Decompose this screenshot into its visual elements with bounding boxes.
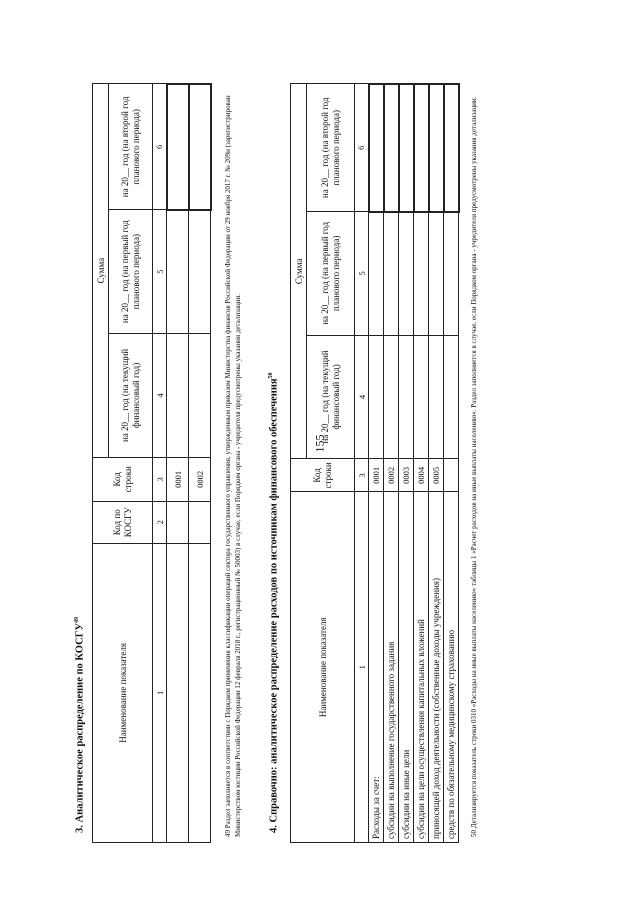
s4-cell-code: 0002	[384, 459, 399, 492]
s4-cell-code	[444, 459, 459, 492]
s4-cell-value	[399, 212, 414, 336]
section4-title: 4. Справочно: аналитическое распределение расходов по источникам финансового обеспечения$^{50}$	[268, 372, 280, 833]
section3-table	[92, 83, 212, 843]
footnote-50: 50 Детализируется показатель строки 0310 «Расходы на иные выплаты населению» таблицы 1 «Расчет расходов на иные выплаты населению». Раздел заполняется в случае, если Порядком органа - учредителя предусмотрены указания детализации.	[470, 96, 478, 837]
s4-cell-code: 0003	[399, 459, 414, 492]
s4-cell-value	[414, 212, 429, 336]
s3-header-name: Наименование показателя	[93, 543, 153, 842]
s4-header-sum: Сумма	[291, 84, 307, 459]
s3-header-second: на 20__ год (на второй год планового периода)	[109, 84, 153, 210]
s4-cell-value	[444, 84, 459, 212]
s3-col-num: 3	[153, 457, 167, 501]
s3-cell-value	[189, 210, 211, 334]
s4-cell-code: 0001	[369, 459, 384, 492]
s3-cell-code: 0002	[189, 457, 211, 501]
s4-cell-name: субсидии на выполнение государственного задания	[384, 492, 399, 843]
section3-title: 3. Аналитическое распределение по КОСГУ$^{49}$	[74, 616, 86, 833]
s4-header-cur: на 20__ год (на текущий финансовый год)	[307, 335, 355, 459]
page-number: 155	[312, 434, 327, 453]
s3-col-num: 2	[153, 501, 167, 543]
table-row	[189, 84, 211, 843]
s3-col-num: 4	[153, 334, 167, 458]
s4-col-num: 3	[355, 459, 369, 492]
s3-header-cur: на 20__ год (на текущий финансовый год)	[109, 334, 153, 458]
s3-col-num: 1	[153, 543, 167, 842]
s4-cell-name: Расходы за счет:	[369, 492, 384, 843]
s3-cell-value	[189, 84, 211, 210]
s4-cell-name: субсидии на цели осуществления капитальных вложений	[414, 492, 429, 843]
s4-cell-value	[384, 84, 399, 212]
s4-col-num: 4	[355, 335, 369, 459]
s3-header-row-code: Код строки	[93, 457, 153, 501]
table-row	[167, 84, 189, 843]
s3-header-sum: Сумма	[93, 84, 109, 457]
s4-cell-value	[399, 335, 414, 459]
s4-header-second: на 20__ год (на второй год планового периода)	[307, 84, 355, 212]
s4-cell-value	[384, 335, 399, 459]
s4-cell-value	[429, 335, 444, 459]
s4-cell-value	[384, 212, 399, 336]
s4-col-num: 5	[355, 212, 369, 336]
s3-col-num: 5	[153, 210, 167, 334]
s4-cell-value	[444, 212, 459, 336]
s4-header-row-code: Код строки	[291, 459, 355, 492]
table-row	[444, 84, 459, 843]
s4-col-num: 6	[355, 84, 369, 212]
table-row	[369, 84, 384, 843]
footnote-49: 49 Раздел заполняется в соответствии с Порядком применения классификации операций сектора государственного управления, утвержденным приказом Министерства финансов Российской Федерации от 29 ноября 2017 г. № 209н (зарегистрирован Министерством юстиции Российской Федерации 12 февраля 2018 г., регистрационный № 50003) в случае, если Порядком органа - учредителя предусмотрены указания детализации.	[224, 95, 242, 837]
s4-cell-value	[369, 84, 384, 212]
s4-cell-value	[369, 335, 384, 459]
table-row	[414, 84, 429, 843]
s4-cell-name: приносящей доход деятельности (собственные доходы учреждения)	[429, 492, 444, 843]
s4-cell-value	[369, 212, 384, 336]
s4-cell-value	[399, 84, 414, 212]
table-row	[429, 84, 444, 843]
table-row	[384, 84, 399, 843]
table-row	[399, 84, 414, 843]
s3-cell-value	[167, 84, 189, 210]
s4-col-num: 1	[355, 492, 369, 843]
s4-cell-code: 0004	[414, 459, 429, 492]
s3-cell-kosgu	[189, 501, 211, 543]
s4-cell-name: субсидии на иные цели	[399, 492, 414, 843]
s4-cell-value	[414, 335, 429, 459]
s3-cell-code: 0001	[167, 457, 189, 501]
s3-header-first: на 20__ год (на первый год планового периода)	[109, 210, 153, 334]
s3-header-kosgu: Код по КОСГУ	[93, 501, 153, 543]
s3-cell-name	[167, 543, 189, 842]
s4-header-name: Наименование показателя	[291, 492, 355, 843]
s3-cell-kosgu	[167, 501, 189, 543]
section4-table	[290, 83, 460, 843]
s4-cell-code: 0005	[429, 459, 444, 492]
s4-header-first: на 20__ год (на первый год планового периода)	[307, 212, 355, 336]
s3-cell-name	[189, 543, 211, 842]
s4-cell-value	[444, 335, 459, 459]
s4-cell-name: средств по обязательному медицинскому страхованию	[444, 492, 459, 843]
s3-cell-value	[189, 334, 211, 458]
s3-cell-value	[167, 210, 189, 334]
s4-cell-value	[429, 212, 444, 336]
s4-cell-value	[414, 84, 429, 212]
s3-col-num: 6	[153, 84, 167, 210]
s3-cell-value	[167, 334, 189, 458]
s4-cell-value	[429, 84, 444, 212]
